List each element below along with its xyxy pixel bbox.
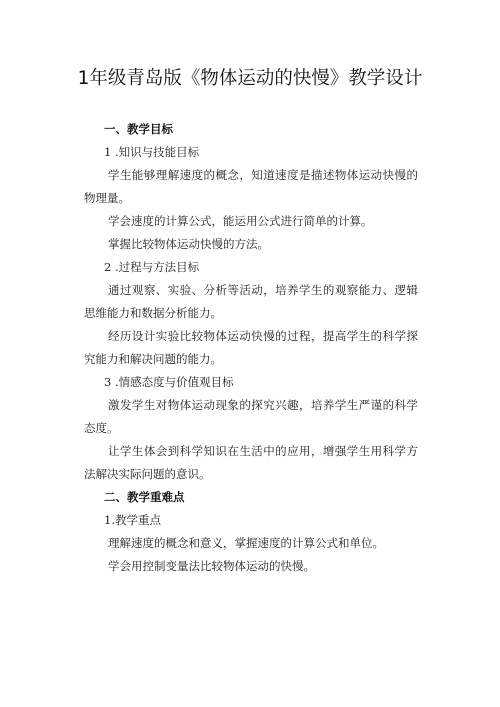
paragraph: 通过观察、实验、分析等活动，培养学生的观察能力、逻辑思维能力和数据分析能力。	[84, 283, 418, 320]
section-heading-objectives: 一、教学目标	[104, 122, 173, 136]
section-heading-key-points: 二、教学重难点	[104, 490, 185, 504]
paragraph: 掌握比较物体运动快慢的方法。	[108, 237, 269, 251]
subheading-attitudes-values: 3 .情感态度与价值观目标	[104, 375, 234, 389]
subheading-knowledge-skills: 1 .知识与技能目标	[104, 145, 200, 159]
subheading-teaching-focus: 1.教学重点	[104, 513, 161, 527]
paragraph: 理解速度的概念和意义，掌握速度的计算公式和单位。	[108, 536, 384, 550]
paragraph: 经历设计实验比较物体运动快慢的过程，提高学生的科学探究能力和解决问题的能力。	[84, 329, 418, 366]
subheading-process-methods: 2 .过程与方法目标	[104, 260, 200, 274]
paragraph: 激发学生对物体运动现象的探究兴趣，培养学生严谨的科学态度。	[84, 398, 418, 435]
paragraph: 学会速度的计算公式，能运用公式进行简单的计算。	[108, 214, 373, 228]
document-body	[84, 118, 418, 578]
document-title: 1年级青岛版《物体运动的快慢》教学设计	[77, 68, 423, 89]
paragraph: 学生能够理解速度的概念，知道速度是描述物体运动快慢的物理量。	[84, 168, 418, 205]
paragraph: 让学生体会到科学知识在生活中的应用，增强学生用科学方法解决实际问题的意识。	[84, 444, 418, 481]
paragraph: 学会用控制变量法比较物体运动的快慢。	[108, 559, 315, 573]
